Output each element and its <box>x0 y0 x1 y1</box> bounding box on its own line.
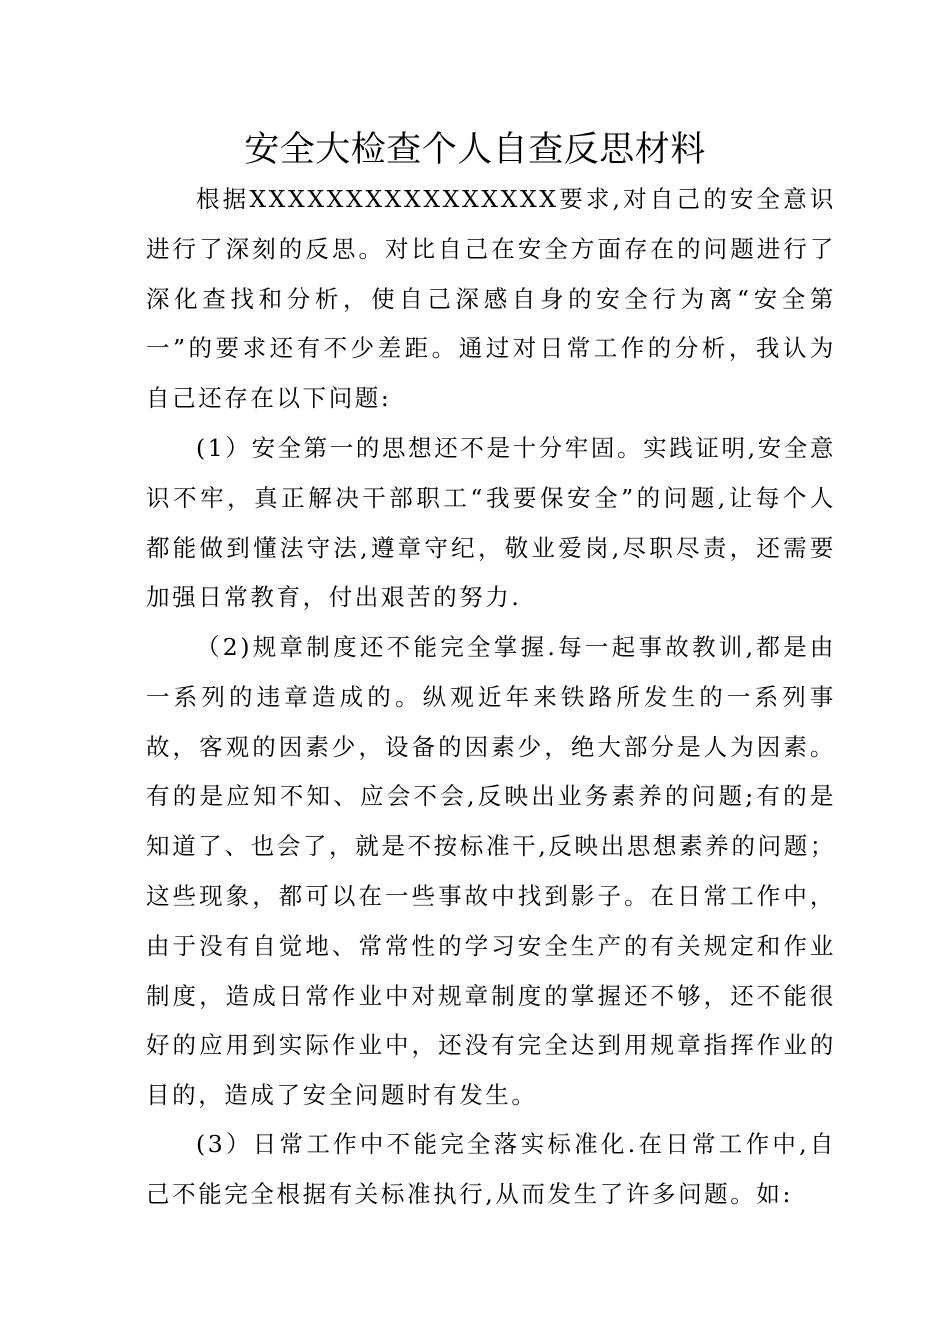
document-title: 安全大检查个人自查反思材料 <box>244 130 706 170</box>
paragraph-issue-2: （2)规章制度还不能完全掌握.每一起事故教训,都是由一系列的违章造成的。纵观近年来铁路所发生的一系列事故，客观的因素少，设备的因素少，绝大部分是人为因素。有的是应知不知、应会不会,反映出业务素养的问题;有的是知道了、也会了，就是不按标准干,反映出思想素养的问题；这些现象，都可以在一些事故中找到影子。在日常工作中，由于没有自觉地、常常性的学习安全生产的有关规定和作业制度，造成日常作业中对规章制度的掌握还不够，还不能很好的应用到实际作业中，还没有完全达到用规章指挥作业的目的，造成了安全问题时有发生。 <box>146 633 836 1110</box>
paragraph-intro: 根据XXXXXXXXXXXXXXXX要求,对自己的安全意识进行了深刻的反思。对比自己在安全方面存在的问题进行了深化查找和分析，使自己深感自身的安全行为离“安全第一”的要求还有不少差距。通过对日常工作的分析，我认为自己还存在以下问题: <box>146 185 836 413</box>
paragraph-issue-1: (1）安全第一的思想还不是十分牢固。实践证明,安全意识不牢，真正解决干部职工“我要保安全”的问题,让每个人都能做到懂法守法,遵章守纪，敬业爱岗,尽职尽责，还需要加强日常教育，付出艰苦的努力. <box>146 434 836 612</box>
paragraph-issue-3: (3）日常工作中不能完全落实标准化.在日常工作中,自己不能完全根据有关标准执行,从而发生了许多问题。如: <box>146 1130 836 1208</box>
